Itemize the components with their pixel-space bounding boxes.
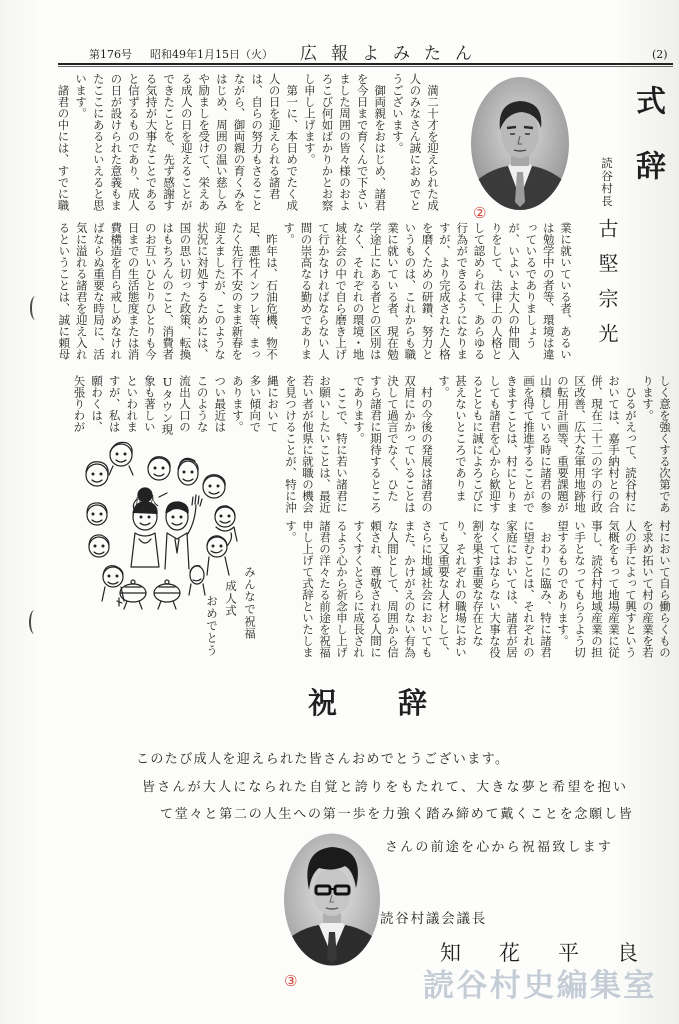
text-column: 双肩にかかっていることは bbox=[403, 375, 417, 513]
page-number: (2) bbox=[652, 48, 668, 61]
text-column: 人の手によって興すという bbox=[624, 520, 638, 658]
text-column: 村の今後の発展は諸君の bbox=[420, 375, 434, 513]
bowl-icon bbox=[154, 580, 180, 609]
text-column: 第一に、本日めでたく成 bbox=[285, 73, 300, 211]
man-figure bbox=[165, 495, 202, 569]
text-column: 間の崇高なる勤めでありま bbox=[299, 222, 314, 360]
text-column: いうものは、これからも職 bbox=[403, 222, 418, 360]
text-column: 山積している時に諸君の参 bbox=[539, 375, 553, 513]
text-column: 甚えないところでありま bbox=[454, 375, 468, 502]
text-column: が、いよいよ大人の仲間入 bbox=[507, 222, 522, 360]
text-column: なく、それぞれの環境・地 bbox=[351, 222, 366, 360]
text-column: できたことを、先ず感謝す bbox=[162, 73, 177, 211]
text-column: 画を得て推進することがで bbox=[522, 375, 536, 513]
text-column: のお互いひとりひとりも今 bbox=[143, 222, 158, 360]
text-column: るとともに誠によろこびに bbox=[471, 375, 485, 513]
shukuji-text-line: このたび成人を迎えられた皆さんおめでとうございます。 bbox=[136, 752, 510, 767]
text-column: うございます。 bbox=[390, 73, 405, 154]
text-column: お願いしたいことは、最近 bbox=[318, 375, 332, 513]
shikiji-text-block-3 bbox=[282, 375, 673, 515]
text-column: 若い者が他県に就職の機会 bbox=[301, 375, 315, 513]
text-column: といわれま bbox=[125, 375, 140, 433]
text-column: す。 bbox=[282, 222, 297, 245]
face-figure bbox=[203, 475, 225, 498]
chairman-portrait-photo bbox=[283, 832, 381, 967]
text-column: 併、現在二十二の字の行政 bbox=[590, 375, 604, 513]
text-column: 事し、読谷村地域産業の担 bbox=[590, 520, 604, 658]
issue-date: 昭和49年1月15日（火） bbox=[150, 48, 273, 61]
binding-hole-mark bbox=[29, 610, 40, 634]
text-column: 満二十才を迎えられた成 bbox=[426, 73, 440, 211]
text-column: を見つけることが、特に沖 bbox=[284, 375, 298, 513]
text-column: ました周囲の皆々様のおよ bbox=[338, 73, 353, 211]
text-column: 望するものであります。 bbox=[556, 520, 570, 647]
shukuji-text-line: て堂々と第二の人生への第一歩を力強く踏み締めて戴くことを念願し皆 bbox=[160, 807, 634, 822]
text-column: り、それぞれの職場におい bbox=[454, 520, 468, 658]
text-column: す。 bbox=[284, 520, 298, 543]
photo-annotation-mark: ② bbox=[473, 204, 487, 222]
text-column: 人の日を迎えられる諸君 bbox=[267, 73, 282, 200]
text-column: る気持が大事なことである bbox=[144, 73, 159, 211]
text-column: ながら、御両親の育くみを bbox=[232, 73, 247, 211]
shikiji-text-block-2 bbox=[55, 222, 574, 362]
text-column: 諸君の洋々たる前途を祝福 bbox=[318, 520, 332, 658]
face-figure bbox=[178, 458, 198, 485]
text-column: 村において自ら働らくもの bbox=[658, 520, 672, 658]
text-column: ろこび何如ばかりかとお察 bbox=[320, 73, 335, 211]
text-column: 迎えましたが、このような bbox=[213, 222, 228, 360]
text-column: 足、悪性インフレ等、まっ bbox=[247, 222, 262, 360]
shukuji-speaker-name: 知花平良 bbox=[440, 941, 676, 965]
text-column: 業に就いている者、あるい bbox=[559, 222, 573, 360]
text-column: います。 bbox=[74, 73, 89, 119]
text-column: な人間として、周囲から信 bbox=[386, 520, 400, 658]
text-column: て行かなければならない人 bbox=[316, 222, 331, 360]
text-column: す。 bbox=[437, 375, 451, 398]
text-column: るということは、誠に頼母 bbox=[57, 222, 72, 360]
shukuji-text-line: 皆さんが大人になられた自覚と誇りをもたれて、大きな夢と希望を抱い bbox=[142, 780, 629, 795]
text-column: して認められて、あらゆる bbox=[472, 222, 487, 360]
archive-watermark: 読谷村史編集室 bbox=[423, 968, 657, 1004]
text-column: 昨年は、石油危機、物不 bbox=[264, 222, 279, 360]
illustration-center-label: 成人 bbox=[135, 494, 160, 508]
issue-number: 第176号 bbox=[89, 48, 132, 61]
text-column: し申し上げます。 bbox=[302, 73, 317, 165]
text-column: すが、私は bbox=[107, 375, 122, 433]
text-column: の転用計画等、重要課題が bbox=[556, 375, 570, 513]
text-column: を今日まで育くんで下さい bbox=[355, 73, 370, 211]
text-column: に望むことは、それぞれの bbox=[522, 520, 536, 658]
text-column: 人のみなさん誠におめでと bbox=[408, 73, 423, 211]
text-column: 割を果す重要な存在とな bbox=[471, 520, 485, 647]
text-column: は、自らの努力もさること bbox=[250, 73, 265, 211]
text-column: 気に溢れる諸君を迎え入れ bbox=[74, 222, 89, 360]
text-column: ひるがえって、読谷村に bbox=[624, 375, 638, 513]
text-column: おいては、嘉手納村との合 bbox=[607, 375, 621, 513]
text-column: たく先行不安のまま新春を bbox=[230, 222, 245, 360]
artist-signature-mark bbox=[117, 598, 122, 606]
text-column: 流出人口の bbox=[178, 375, 193, 433]
text-column: 象も著しい bbox=[142, 375, 157, 433]
face-figure bbox=[89, 535, 109, 557]
illustration-caption: おめでとう bbox=[205, 595, 219, 657]
face-figure bbox=[87, 503, 107, 525]
shikiji-speaker-title: 読谷村長 bbox=[600, 157, 614, 208]
text-column: は勉学中の者等、環境は違 bbox=[541, 222, 556, 360]
text-column: 御両親をおはじめ、諸君 bbox=[373, 73, 388, 211]
text-column: すくすくとさらに成長され bbox=[352, 520, 366, 658]
text-column: 縄において bbox=[266, 375, 280, 433]
shikiji-speaker-name: 古堅宗光 bbox=[595, 218, 619, 358]
text-column: を求め拓いて村の産業を若 bbox=[641, 520, 655, 658]
text-column: なくてはならない大事な役 bbox=[488, 520, 502, 658]
text-column: はじめ、周囲の温い慈しみ bbox=[214, 73, 229, 211]
binding-hole-mark bbox=[30, 296, 41, 320]
illustration-caption: みんなで祝福 bbox=[243, 566, 257, 640]
text-column: 学途上にある者との区別は bbox=[368, 222, 383, 360]
text-column: であります。 bbox=[352, 375, 366, 444]
mayor-portrait-photo bbox=[470, 76, 570, 211]
text-column: る成人の日を迎えることが bbox=[179, 73, 194, 211]
text-column: 区改善、広大な軍用地跡地 bbox=[573, 375, 587, 513]
face-figure bbox=[86, 462, 108, 486]
shikiji-text-block-5 bbox=[282, 520, 673, 662]
text-column: 家庭においては、諸君が居 bbox=[505, 520, 519, 658]
text-column: りをして、法律上の人格と bbox=[489, 222, 504, 360]
header-rule bbox=[58, 63, 673, 67]
text-column: っているでありましょう bbox=[524, 222, 539, 349]
text-column: 矢張りわが bbox=[72, 375, 87, 433]
text-column: おわりに臨み、特に諸君 bbox=[539, 520, 553, 658]
text-column: ここで、特に若い諸君に bbox=[335, 375, 349, 513]
bowl-icon bbox=[120, 580, 146, 609]
shikiji-title: 式辞 bbox=[630, 85, 665, 215]
text-column: ります。 bbox=[641, 375, 655, 421]
text-column: 決して過言でなく、ひた bbox=[386, 375, 400, 502]
face-figure bbox=[148, 457, 170, 480]
text-column: 状況に対処するためには、 bbox=[195, 222, 210, 360]
text-column: ても又重要な人材として、 bbox=[437, 520, 451, 658]
text-column: また、かけがえのない有為 bbox=[403, 520, 417, 658]
text-column: このような bbox=[195, 375, 210, 433]
publication-title: 広報よみたん bbox=[300, 44, 486, 64]
text-column: 費構造を自ら戒しめなけれ bbox=[109, 222, 124, 360]
text-column: つい最近は bbox=[213, 375, 228, 433]
text-column: 域社会の中で自ら磨き上げ bbox=[334, 222, 349, 360]
text-column: すら諸君に期待するところ bbox=[369, 375, 383, 513]
text-column: い手となってもらうよう切 bbox=[573, 520, 587, 658]
text-column: きますことは、村にとりま bbox=[505, 375, 519, 513]
text-column: さらに地域社会においても bbox=[420, 520, 434, 658]
text-column: 頼され、尊敬される人間に bbox=[369, 520, 383, 658]
shukuji-text-line: さんの前途を心から祝福致します bbox=[385, 840, 614, 855]
text-column: たここにあるといえると思 bbox=[91, 73, 106, 211]
text-column: 気概をもって地場産業に従 bbox=[607, 520, 621, 658]
text-column: はもちろんのこと、消費者 bbox=[161, 222, 176, 360]
text-column: を磨くための研鑽、努力と bbox=[420, 222, 435, 360]
text-column: 申し上げて式辞といたしま bbox=[301, 520, 315, 658]
face-figure bbox=[109, 442, 133, 475]
text-column: しく意を強くする次第であ bbox=[658, 375, 672, 513]
text-column: や励ましを受けて、栄えあ bbox=[197, 73, 212, 211]
shikiji-text-block-1 bbox=[54, 73, 441, 213]
text-column: るよう心から祈念申し上げ bbox=[335, 520, 349, 658]
shukuji-title: 祝辞 bbox=[308, 686, 489, 720]
face-figure bbox=[189, 566, 205, 595]
text-column: 国の思い切った政策、転換 bbox=[178, 222, 193, 360]
text-column: 業に就いている者、現在勉 bbox=[386, 222, 401, 360]
text-column: 多い傾向で bbox=[248, 375, 263, 433]
text-column: あります。 bbox=[230, 375, 245, 433]
text-column: と信ずるものであり、成人 bbox=[126, 73, 141, 211]
illustration-caption: 成人式 bbox=[224, 580, 238, 617]
text-column: の日が設けられた意義もま bbox=[109, 73, 124, 211]
shukuji-speaker-title: 読谷村議会議長 bbox=[380, 911, 488, 927]
photo-annotation-mark: ③ bbox=[284, 972, 298, 990]
text-column: 願わくは、 bbox=[90, 375, 105, 433]
text-column: Uタウン現 bbox=[160, 375, 175, 435]
text-column: 諸君の中には、すでに職 bbox=[56, 73, 71, 211]
text-column: 行為ができるようになりま bbox=[455, 222, 470, 360]
text-column: すが、より完成された人格 bbox=[437, 222, 452, 360]
text-column: 日までの生活態度または消 bbox=[126, 222, 141, 360]
text-column: しても諸君を心から歓迎す bbox=[488, 375, 502, 513]
face-figure bbox=[207, 533, 232, 575]
text-column: ばならぬ重要な時局に、活 bbox=[91, 222, 106, 360]
